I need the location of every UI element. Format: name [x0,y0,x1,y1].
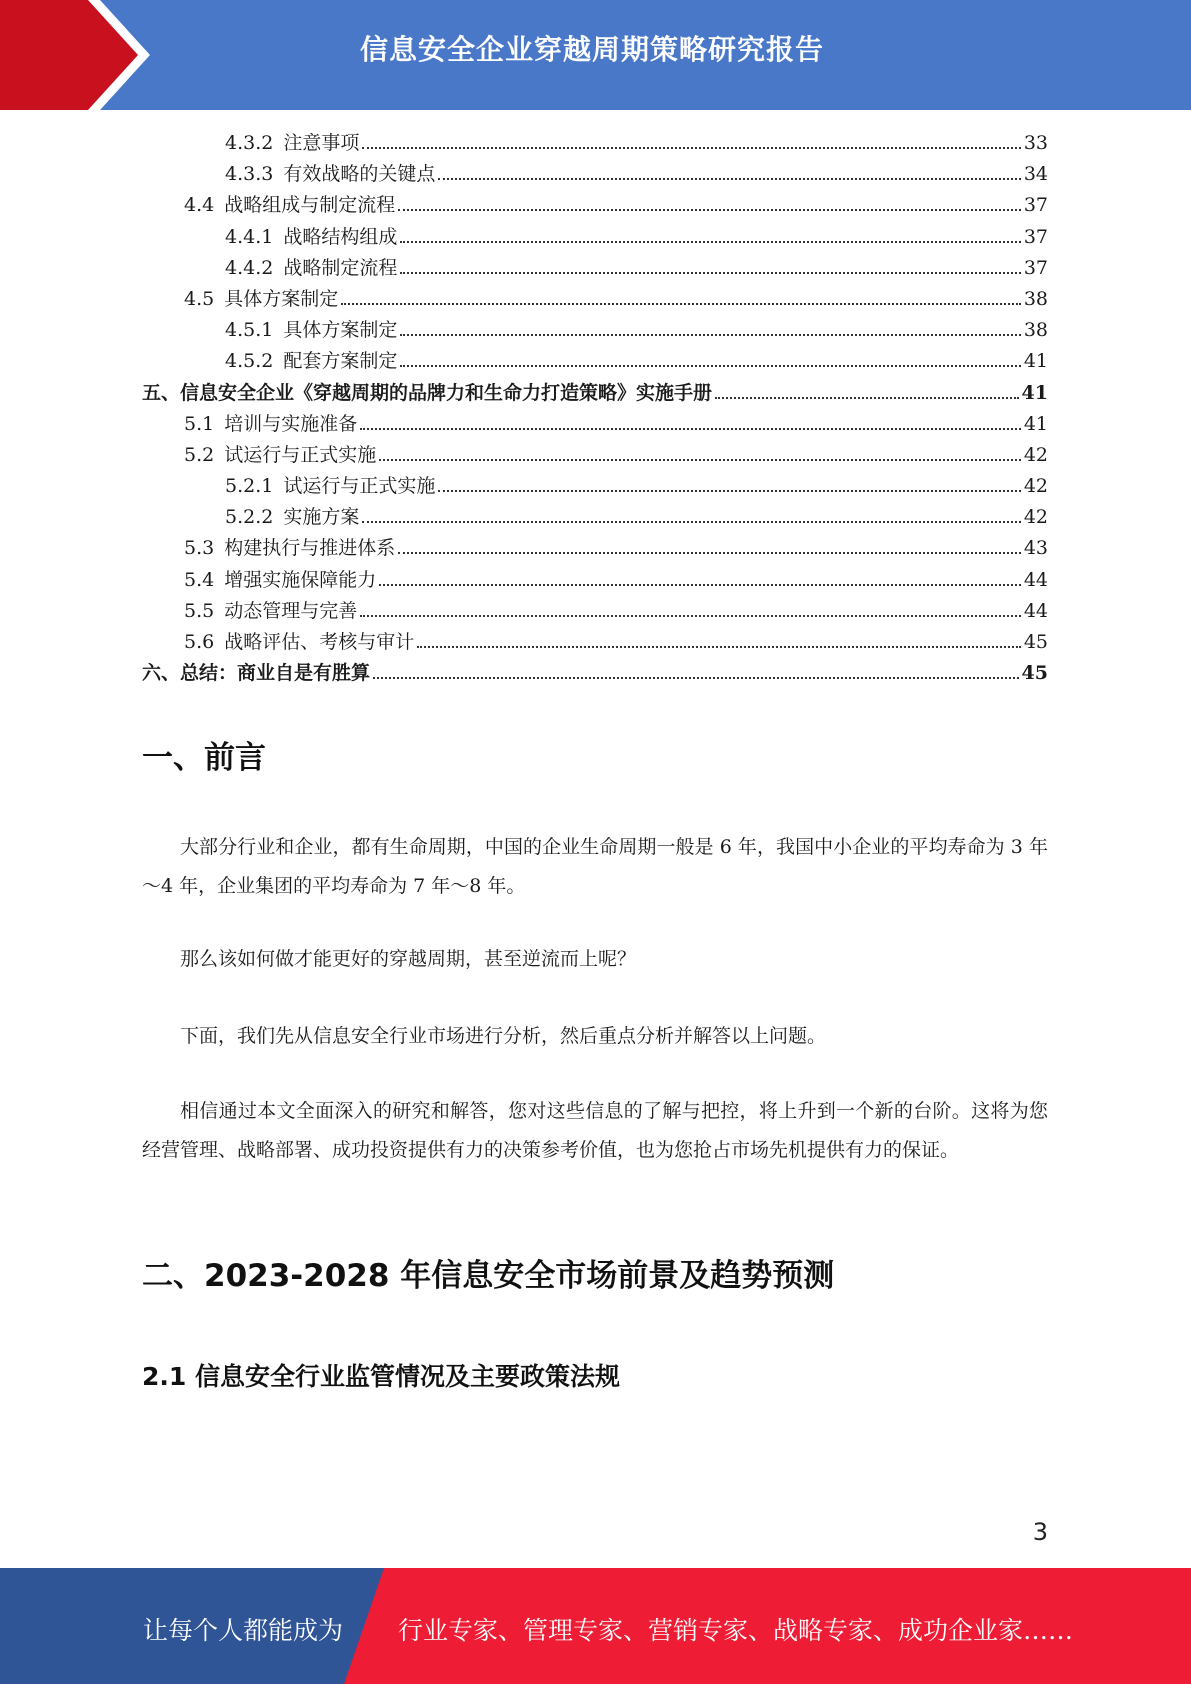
toc-dot-leader [400,272,1020,274]
toc-entry-number: 4.4 [184,194,215,217]
toc-entry-label: 培训与实施准备 [224,412,358,435]
toc-dot-leader [400,241,1020,243]
toc-entry-page: 37 [1023,256,1048,279]
toc-entry-label: 构建执行与推进体系 [224,537,396,560]
toc-entry[interactable] [142,378,1048,409]
section-heading-preface: 一、前言 [142,740,266,776]
toc-dot-leader [400,334,1020,336]
toc-dot-leader [438,490,1020,492]
toc-entry-page: 34 [1023,163,1048,186]
toc-entry[interactable] [142,128,1048,159]
toc-entry[interactable] [142,658,1048,689]
toc-dot-leader [400,365,1020,367]
toc-entry-label: 具体方案制定 [283,319,398,342]
page-footer [0,1568,1191,1684]
toc-entry-page: 38 [1023,287,1048,310]
toc-entry-label: 动态管理与完善 [224,599,358,622]
toc-entry-label: 有效战略的关键点 [283,163,436,186]
toc-entry[interactable] [142,190,1048,221]
subsection-heading-regulation: 2.1 信息安全行业监管情况及主要政策法规 [142,1362,620,1391]
toc-entry-number: 4.3.3 [225,163,274,186]
toc-entry[interactable] [142,627,1048,658]
toc-dot-leader [398,209,1021,211]
page-header [0,0,1191,110]
toc-entry[interactable] [142,533,1048,564]
toc-entry-label: 注意事项 [283,132,360,154]
toc-entry-label: 增强实施保障能力 [224,568,377,591]
toc-entry-label: 战略制定流程 [283,256,398,279]
toc-entry-page: 38 [1023,319,1048,342]
toc-entry-number: 5.1 [184,412,215,435]
toc-dot-leader [362,147,1020,149]
toc-dot-leader [360,615,1021,617]
paragraph: 下面，我们先从信息安全行业市场进行分析，然后重点分析并解答以上问题。 [180,1025,827,1047]
toc-entry-number: 4.4.2 [225,256,274,279]
toc-entry-page: 41 [1023,350,1048,373]
table-of-contents [142,128,1048,689]
toc-entry-number: 4.5 [184,287,215,310]
toc-dot-leader [379,459,1021,461]
toc-entry[interactable] [142,596,1048,627]
toc-entry-number: 5.2 [184,443,215,466]
toc-entry-number: 5.2.2 [225,506,274,529]
paragraph: 相信通过本文全面深入的研究和解答，您对这些信息的了解与把控，将上升到一个新的台阶。这将为您经营管理、战略部署、成功投资提供有力的决策参考价值，也为您抢占市场先机提供有力的保证。 [142,1100,1048,1161]
toc-entry-page: 37 [1023,194,1048,217]
footer-slogan-right: 行业专家、管理专家、营销专家、战略专家、成功企业家…… [398,1616,1074,1645]
toc-entry-page: 37 [1023,225,1048,248]
toc-entry[interactable] [142,253,1048,284]
toc-entry-label: 总结：商业自是有胜算 [180,662,371,685]
toc-entry[interactable] [142,440,1048,471]
toc-entry-label: 战略评估、考核与审计 [224,631,415,653]
toc-entry-number: 五、 [142,381,181,404]
toc-dot-leader [362,521,1020,523]
toc-entry-number: 5.5 [184,599,215,622]
toc-entry[interactable] [142,222,1048,253]
toc-entry[interactable] [142,565,1048,596]
toc-entry-number: 4.4.1 [225,225,274,248]
toc-entry[interactable] [142,346,1048,377]
toc-entry-page: 45 [1021,662,1048,685]
paragraph: 大部分行业和企业，都有生命周期，中国的企业生命周期一般是 6 年，我国中小企业的平均寿命为 3 年～4 年，企业集团的平均寿命为 7 年～8 年。 [142,836,1048,897]
toc-dot-leader [373,677,1019,679]
toc-entry-number: 5.2.1 [225,475,274,498]
toc-entry-page: 41 [1023,412,1048,435]
toc-entry-label: 试运行与正式实施 [224,443,377,466]
toc-entry-label: 实施方案 [283,506,360,529]
report-title: 信息安全企业穿越周期策略研究报告 [360,33,825,66]
toc-entry-page: 42 [1023,506,1048,529]
toc-entry-page: 44 [1023,599,1048,622]
toc-entry-number: 5.6 [184,631,215,653]
toc-dot-leader [341,303,1021,305]
toc-dot-leader [360,428,1021,430]
footer-slogan-left: 让每个人都能成为 [143,1616,344,1645]
toc-entry[interactable] [142,315,1048,346]
toc-entry[interactable] [142,409,1048,440]
toc-entry-number: 5.4 [184,568,215,591]
page-number: 3 [1032,1518,1048,1546]
toc-entry-page: 45 [1023,631,1048,653]
section-heading-market: 二、2023-2028 年信息安全市场前景及趋势预测 [142,1258,835,1294]
toc-entry-label: 配套方案制定 [283,350,398,373]
toc-entry[interactable] [142,284,1048,315]
toc-entry-label: 战略结构组成 [283,225,398,248]
toc-entry[interactable] [142,471,1048,502]
toc-entry-number: 4.5.2 [225,350,274,373]
toc-entry-page: 33 [1023,132,1048,154]
toc-dot-leader [715,397,1019,399]
toc-entry-number: 5.3 [184,537,215,560]
toc-entry-page: 42 [1023,475,1048,498]
toc-dot-leader [379,584,1021,586]
toc-entry-page: 42 [1023,443,1048,466]
toc-entry-page: 44 [1023,568,1048,591]
toc-entry-label: 具体方案制定 [224,287,339,310]
toc-entry-label: 战略组成与制定流程 [224,194,396,217]
toc-entry-number: 4.3.2 [225,132,274,154]
toc-entry-label: 信息安全企业《穿越周期的品牌力和生命力打造策略》实施手册 [180,381,713,404]
toc-dot-leader [417,646,1021,648]
paragraph: 那么该如何做才能更好的穿越周期，甚至逆流而上呢？ [180,948,637,970]
toc-dot-leader [438,178,1020,180]
toc-entry[interactable] [142,159,1048,190]
toc-entry[interactable] [142,502,1048,533]
toc-dot-leader [398,552,1021,554]
toc-entry-page: 41 [1021,381,1048,404]
toc-entry-page: 43 [1023,537,1048,560]
toc-entry-number: 六、 [142,662,181,685]
toc-entry-label: 试运行与正式实施 [283,475,436,498]
toc-entry-number: 4.5.1 [225,319,274,342]
